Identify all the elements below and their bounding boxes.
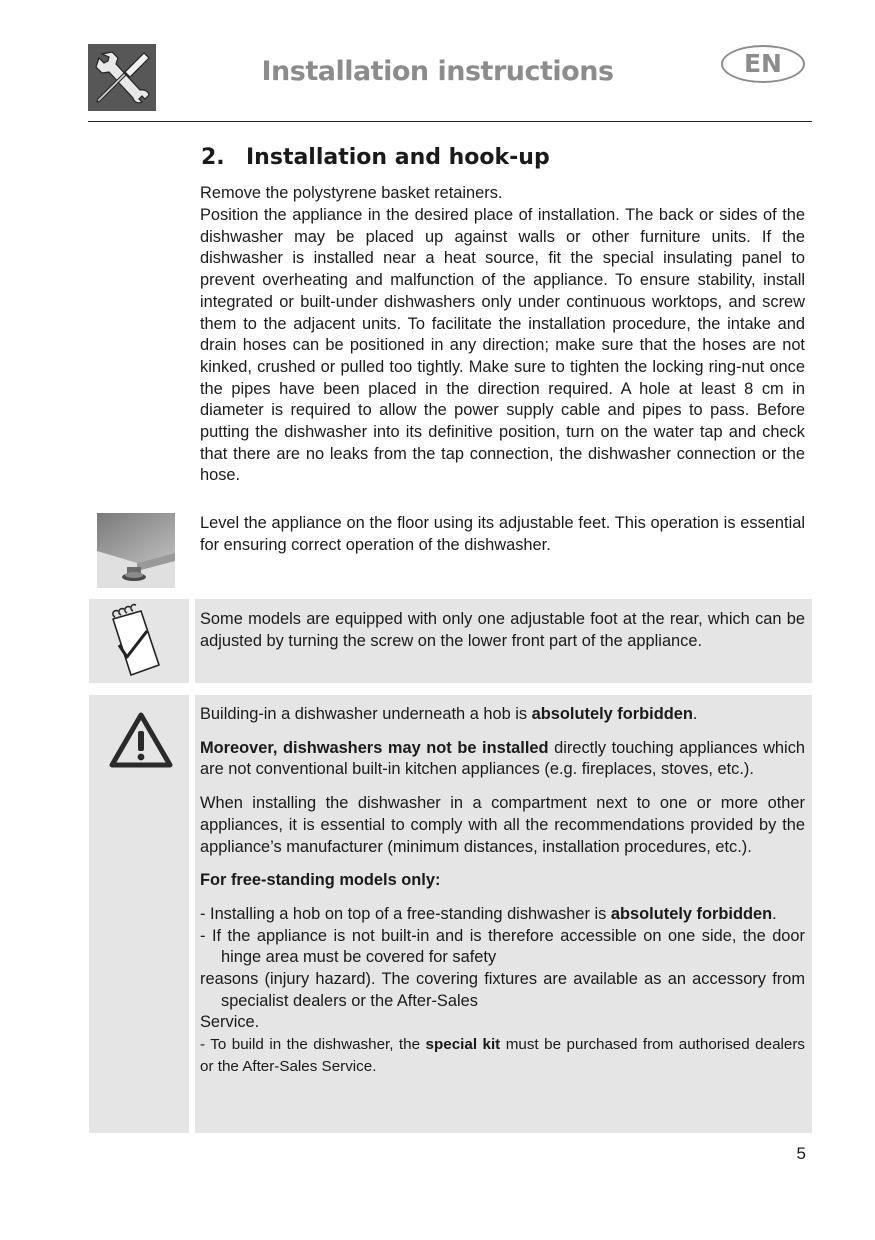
warning-hob-prefix: Building-in a dishwasher underneath a hob is <box>200 705 532 723</box>
warning-hob-bold: absolutely forbidden <box>531 705 693 723</box>
freestanding-item-kit <box>200 1034 805 1077</box>
section-heading <box>201 145 550 170</box>
warning-compartment-text: When installing the dishwasher in a compartment next to one or more other appliances, it is essential to comply with all the recommendations provided by the appliance’s manufacturer (minimum distances, installation procedures, etc.). <box>200 794 805 856</box>
notepad-check-icon <box>89 599 189 683</box>
warning-moreover-bold: Moreover, dishwashers may not be installed <box>200 738 549 757</box>
paragraph-positioning: Position the appliance in the desired place of installation. The back or sides of the dishwasher may be placed up against walls or other furniture units. If the dishwasher is installed near a heat source, fit the special insulating panel to prevent overheating and malfunction of the appliance. To ensure stability, install integrated or built-under dishwashers only under continuous worktops, and screw them to the adjacent units. To facilitate the installation procedure, the intake and drain hoses can be positioned in any direction; make sure that the hoses are not kinked, crushed or pulled too tightly. Make sure to tighten the locking ring-nut once the pipes have been placed in the direction required. A hole at least 8 cm in diameter is required to allow the power supply cable and pipes to pass. Before putting the dishwasher into its definitive position, turn on the water tap and check that there are no leaks from the tap connection, the dishwasher connection or the hose. <box>200 206 805 485</box>
item-kit-bold: special kit <box>425 1036 501 1054</box>
warning-triangle-icon <box>89 695 189 785</box>
note-text: Some models are equipped with only one adjustable foot at the rear, which can be adjusted by turning the screw on the lower front part of the appliance. <box>200 610 805 650</box>
item-hob-prefix: - Installing a hob on top of a free-standing dishwasher is <box>200 904 611 923</box>
warning-moreover-text <box>200 738 805 781</box>
freestanding-heading <box>200 870 805 892</box>
paragraph-remove-retainers: Remove the polystyrene basket retainers. <box>200 184 503 202</box>
item-kit-prefix: - To build in the dishwasher, the <box>200 1036 426 1054</box>
freestanding-item-hinge: - If the appliance is not built-in and is therefore accessible on one side, the door hinge area must be covered for safety <box>200 926 805 967</box>
freestanding-item-hinge-reasons: reasons (injury hazard). The covering fixtures are available as an accessory from specialist dealers or the After-Sales <box>200 970 805 1010</box>
warning-hob-suffix: . <box>692 705 698 723</box>
header-divider <box>88 121 812 122</box>
paragraph-level-appliance: Level the appliance on the floor using its adjustable feet. This operation is essential for ensuring correct operation of the dishwasher. <box>200 514 805 554</box>
adjustable-foot-illustration <box>97 513 175 588</box>
freestanding-heading-text: For free-standing models only: <box>200 871 441 890</box>
warning-hob-text <box>200 704 805 726</box>
item-hob-suffix: . <box>772 904 777 923</box>
section-title: Installation and hook-up <box>246 145 550 170</box>
warning-moreover-rest: directly touching appliances which are not conventional built-in kitchen appliances (e.g. fireplaces, stoves, etc.). <box>200 738 806 779</box>
item-kit-suffix: must be purchased from authorised dealers or the After-Sales Service. <box>200 1036 805 1075</box>
warning-content <box>200 704 805 1078</box>
warning-icon-panel <box>89 695 189 1133</box>
note-icon-panel <box>89 599 189 683</box>
page-header-title: Installation instructions <box>261 56 614 87</box>
language-badge: EN <box>721 45 805 83</box>
page-number: 5 <box>796 1144 806 1163</box>
section-number: 2. <box>201 145 225 170</box>
item-hob-bold: absolutely forbidden <box>610 904 773 923</box>
freestanding-item-hinge-service: Service. <box>200 1013 260 1032</box>
freestanding-item-hob <box>200 904 805 926</box>
